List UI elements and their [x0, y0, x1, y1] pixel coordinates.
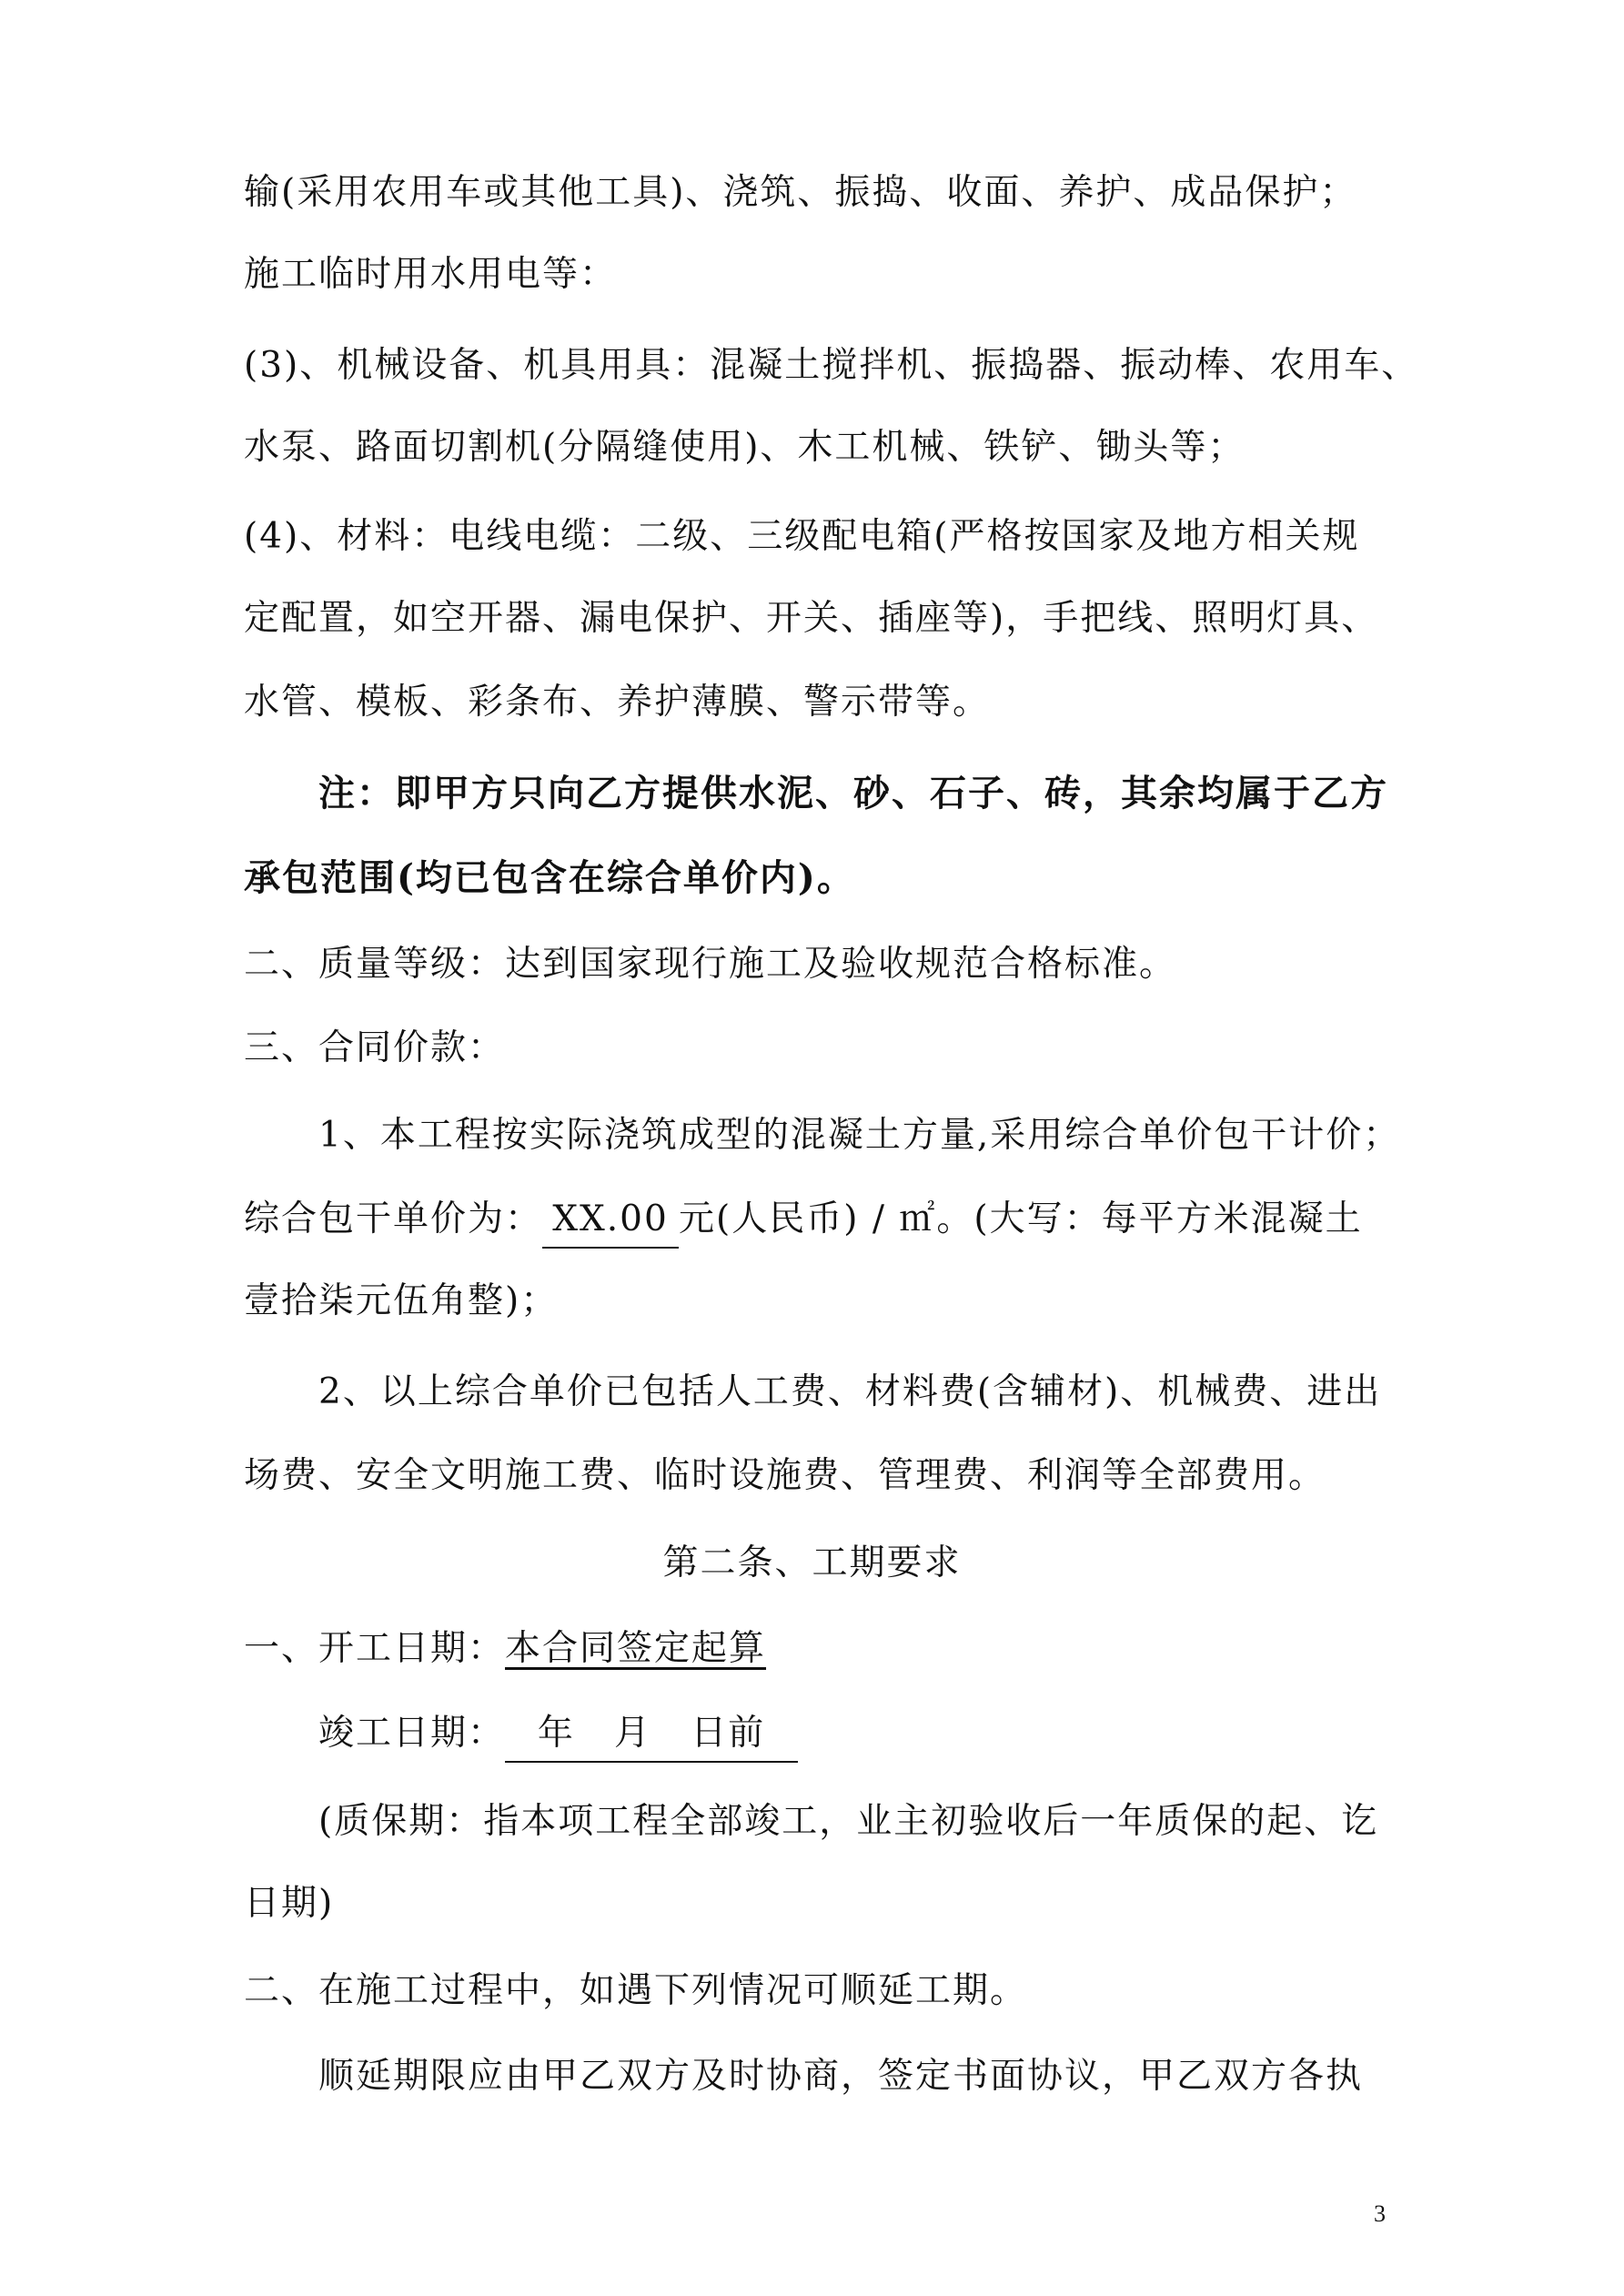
text-line: 施工临时用水用电等： [244, 254, 618, 295]
note-line: 注：即甲方只向乙方提供水泥、砂、石子、砖，其余均属于乙方 [318, 772, 1388, 814]
price-label: 综合包干单价为： [244, 1199, 543, 1239]
end-date-label: 竣工日期： [318, 1713, 506, 1754]
text-line: 顺延期限应由甲乙双方及时协商，签定书面协议，甲乙双方各执 [318, 2056, 1364, 2097]
text-line: 输(采用农用车或其他工具)、浇筑、振捣、收面、养护、成品保护； [244, 172, 1357, 213]
page-number: 3 [1374, 2200, 1386, 2227]
price-value: XX.00 [542, 1192, 679, 1249]
article-heading: 第二条、工期要求 [662, 1542, 962, 1583]
text-line: 日期) [244, 1883, 335, 1924]
text-line: 2、以上综合单价已包括人工费、材料费(含辅材)、机械费、进出 [318, 1371, 1382, 1412]
note-line: 承包范围(均已包含在综合单价内)。 [244, 856, 855, 899]
start-date-value: 本合同签定起算 [505, 1628, 767, 1669]
price-line [244, 1192, 1397, 1249]
text-line: 场费、安全文明施工费、临时设施费、管理费、利润等全部费用。 [244, 1455, 1326, 1496]
text-line: 1、本工程按实际浇筑成型的混凝土方量,采用综合单价包干计价； [318, 1115, 1401, 1156]
text-line: 定配置，如空开器、漏电保护、开关、插座等)，手把线、照明灯具、 [244, 598, 1379, 639]
text-line: (质保期：指本项工程全部竣工，业主初验收后一年质保的起、讫 [318, 1801, 1379, 1842]
end-date-value: 年 月 日前 [505, 1706, 798, 1763]
start-date-line [244, 1622, 1397, 1676]
section-heading: 二、质量等级：达到国家现行施工及验收规范合格标准。 [244, 944, 1177, 985]
end-date-line [318, 1706, 1397, 1763]
text-line: (4)、材料：电线电缆：二级、三级配电箱(严格按国家及地方相关规 [244, 516, 1360, 557]
text-line: (3)、机械设备、机具用具：混凝土搅拌机、振捣器、振动棒、农用车、 [244, 345, 1419, 386]
text-line: 水管、模板、彩条布、养护薄膜、警示带等。 [244, 682, 991, 723]
price-unit: 元(人民币) / ㎡。(大写：每平方米混凝土 [679, 1199, 1363, 1239]
section-heading: 三、合同价款： [244, 1027, 506, 1068]
section-heading: 二、在施工过程中，如遇下列情况可顺延工期。 [244, 1970, 1028, 2011]
text-line: 水泵、路面切割机(分隔缝使用)、木工机械、铁铲、锄头等； [244, 427, 1246, 468]
text-line: 壹拾柒元伍角整)； [244, 1280, 559, 1321]
start-date-label: 一、开工日期： [244, 1628, 506, 1669]
